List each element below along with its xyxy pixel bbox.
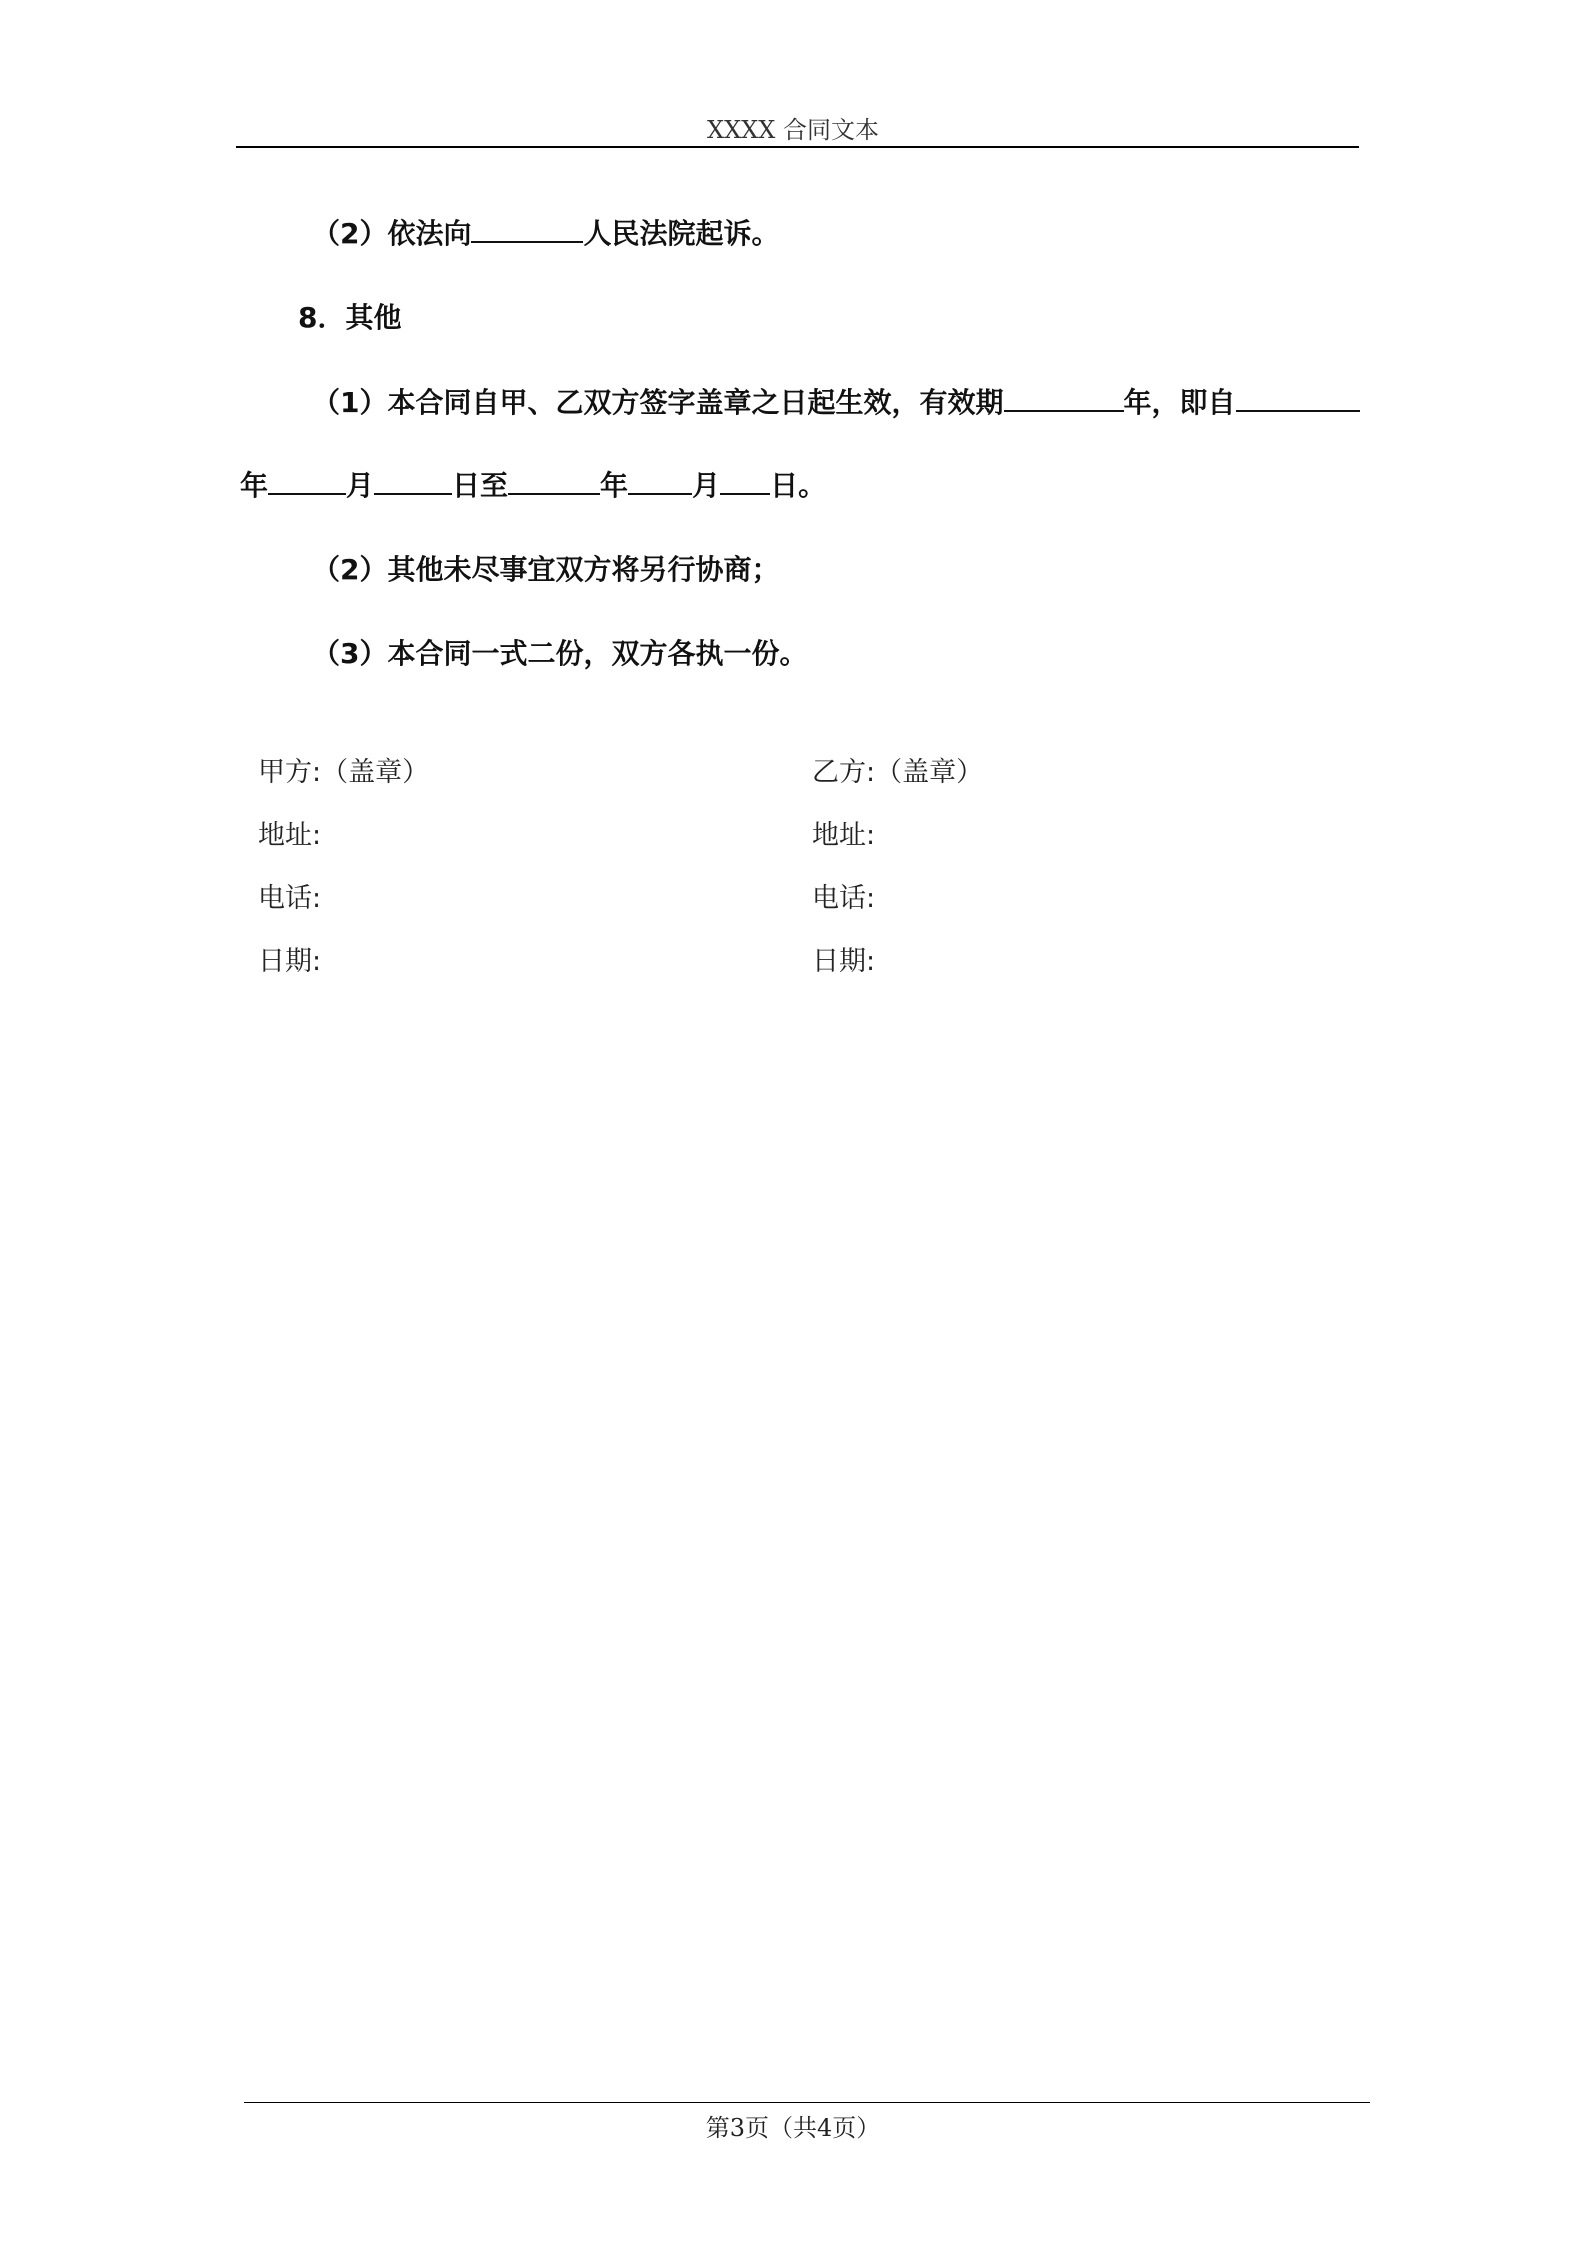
- date-unit: 月: [692, 469, 721, 502]
- blank-court: [471, 213, 583, 243]
- clause-text: 年，即自: [1123, 386, 1236, 419]
- party-a-date: 日期:: [258, 946, 322, 977]
- date-unit: 日。: [770, 469, 827, 502]
- header-title: XXXX 合同文本: [707, 116, 879, 144]
- blank-start-year: [1236, 382, 1360, 412]
- clause-text: 人民法院起诉。: [583, 217, 780, 250]
- date-unit: 日至: [452, 469, 509, 502]
- clause-8-1: [312, 381, 1360, 421]
- blank-validity-years: [1004, 382, 1124, 412]
- party-b-label: 乙方:（盖章）: [812, 757, 984, 788]
- party-b-address: 地址:: [812, 820, 876, 851]
- clause-text: （1）本合同自甲、乙双方签字盖章之日起生效，有效期: [312, 386, 1004, 419]
- clause-8-3: （3）本合同一式二份，双方各执一份。: [312, 637, 808, 670]
- date-unit: 年: [600, 469, 629, 502]
- blank-start-month: [268, 465, 346, 495]
- party-a-address: 地址:: [258, 820, 322, 851]
- date-unit: 年: [240, 469, 269, 502]
- party-b-phone: 电话:: [812, 883, 876, 914]
- clause-8-2: （2）其他未尽事宜双方将另行协商；: [312, 553, 780, 586]
- party-a-phone: 电话:: [258, 883, 322, 914]
- clause-text: （2）依法向: [312, 217, 472, 250]
- footer-rule: [244, 2102, 1370, 2103]
- blank-start-day: [374, 465, 452, 495]
- party-b-date: 日期:: [812, 946, 876, 977]
- section-heading: 8．其他: [298, 301, 402, 334]
- blank-end-month: [628, 465, 692, 495]
- party-a-label: 甲方:（盖章）: [258, 757, 430, 788]
- date-unit: 月: [346, 469, 375, 502]
- clause-8-1-dates: [240, 464, 826, 504]
- header-rule: [236, 146, 1359, 148]
- blank-end-year: [508, 465, 600, 495]
- blank-end-day: [720, 465, 770, 495]
- clause-7-2: [312, 212, 780, 252]
- page-number: 第3页（共4页）: [705, 2114, 881, 2142]
